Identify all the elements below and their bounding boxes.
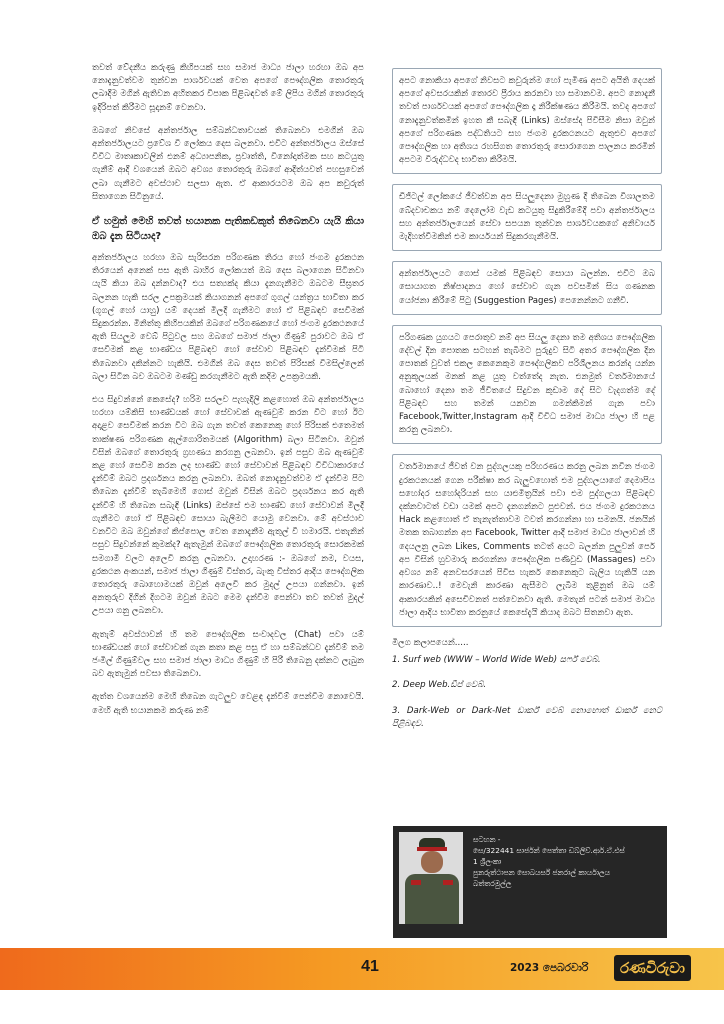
- right-column: [392, 68, 662, 743]
- left-column: [92, 62, 364, 728]
- page-footer: [0, 948, 724, 990]
- boxed-paragraph: පරිගණක යුගයට පෙරාතුව නම් අප සියලු දෙනා තම අතිශය පෞද්ගලික දේවල් දින පොතක සටහන් තැබීමට පුරුදුව සිටි අතර පෞද්ගලික දින පොතක් වුවත් එකල කෙනෙකුම පෞද්ගලිකව පරිශීලනය කරන්ද යන්න අනුකූලයක් මනක් කළ යුතු වත්තේද නැත. එනමුත් වර්තමානයේ බොහෝ දෙනා තම ජීවිතයේ සිදුවන කුඩාම දේ සිට වැදගත්ම දේ පිළිබඳව සහ තමන් යනවන ගමන්කිමන් ගැන පවා Facebook,Twitter,Instagram ආදී විවිධ සමාජ මාධ්‍ය ජාලා හි පළ කරනු ලබනවා.: [392, 325, 662, 445]
- boxed-paragraph: ඩිජිටල් ලෝකයේ ජීවත්වන අප සියලුදෙනා මුහුණ දී තිබෙන විශාලතම බේදවාචකය නම් දෙලෝම වැඩ කටයුතු සිදුකිරීමේදී පවා අන්තර්ජාලය සහ අන්තර්ජාලයෙන් සේවා සපයන තුන්වන පාර්ශවයකගේ අනිවාර්ය මැදිහත්වීමකින් එම කාර්යයන් සිදුකරගැනීමයි.: [392, 184, 662, 251]
- issue-date: 2023 පෙබරවාරි: [510, 962, 589, 974]
- paragraph: ඇතැම් අවස්ථාවන් හි තම පෞද්ගලික සංවාදවල (Chat) පවා යම් භාණ්ඩයක් හෝ සේවාවක් ගැන කතා කළ පසු ඒ හා සම්බන්ධව දැන්වීම් තම ජංමිල් ගිණුම්වල සහ සමාජ ජාලා මාධ්‍ය ගිණුම් හි පිරී තිබෙනු දක්නට ලැබුන බව ඇතැමුන් පවසා තිබෙනවා.: [92, 629, 364, 680]
- page-number: 41: [361, 958, 379, 975]
- boxed-paragraph: වර්තමානයේ ජීවත් වන පුද්ගලයකු පරිහරණය කරනු ලබන නවීන ජංගම දුරකථනයක් ගෙන පරීක්ෂා කර බැලුවහොත් එම පුද්ගලයාගේ දෙමාපිය සහෝදර සහෝදරියන් සහ යාළුමිත්‍රයින් පවා එම පුද්ගලයා පිළිබඳව දක්නවාටත් වඩා යමක් අපට දැනගන්නට පුළුවන්. එය ජංගම දුරකථනය Hack කළහොත් ඒ තැනැත්තාවම ටවත් කරගන්නා හා සමනයි. ජනයින් මතක තබාගන්න අප Facebook, Twitter ආදී සමාජ මාධ්‍ය ජාලාවන් හි දෙයලනු ලබන Likes, Comments තටත් අයට බලන්න පුලුවන් පෙර් අප විසින් හුවමාරු කරගන්නා පෞද්ගලික පණිවුඩ (Massages) පවා අවශ්‍ය නම් අනවසරයෙන් පිවිස හැකර් කෙනෙකුට බැලිය හැකියි යන කාරණාව..! මෙවැනි කාරණා ඇසීමට ලැබීම තුළිනුත් ඔබ යම් ආකාරයකින් අසෙචිවනත් පත්වෙනවා ඇති. මෙතැන් පටන් සමාජ මාධ්‍ය ජාලා ආදිය භාවිතා කරනුයේ කෙසේදැයි කියාද ඔබට සිතනවා ඇත.: [392, 454, 662, 626]
- author-photo: [399, 832, 463, 924]
- author-unit: 1 ශ්‍රීලංකා: [473, 857, 502, 866]
- paragraph: අන්තර්ජාලය හරහා ඔබ සැරිසරන පරිගණක තිරය හෝ ජංගම දුරකථන තිරයෙන් අනෙක් පස ඇති බාහිර ලෝකයත් ඔබ දෙස බලාගෙන සිටිනවා යැයි කියා ඔබ දන්නවාද? එය සත්‍යක්ද කියා දැනගැනීමට ඔබටම සීඝ්‍රතර බලනන හැකි සරල උපක්‍රමයක් කියාගනන් අපගේ ගුගල් යන්ත්‍රය භාවිතා කර (ගූගල් හෝ යාහු) යම් දෙයක් මිලදී ගැනීමට හෝ ඒ පිළිබඳව සෙවීමක් සිදුකරන්න. මිනිත්තු කිහිපයකින් ඔබගේ පරිගණකයේ හෝ ජංගම දුරකථනයේ ඇති සියලුම වෙබ් පිටුවල සහ ඔබගේ සමාජ ජාලා ගිණුම් පුරාවට ඔබ ඒ සෙවීමක් කළ භාණ්ඩය පිළිබඳව හෝ සේවාව පිළිබඳව දැන්වීමක් පිටි තිබෙනවා දකින්නට හැකියි. එමගින් ඔබ දෙස තවත් පිරිසක් වීමසිල්ලෙන් බලා සිටින බව ඔබටම මණ්ඩු කරගැනීමට ඇති කදිම උපක්‍රමයකි.: [92, 253, 364, 382]
- author-details: [473, 834, 663, 889]
- references-list: [392, 654, 662, 731]
- boxed-paragraph: අපට නොකියා අපගේ නිවසට කවුරුන්ම හෝ පැමිණ අපට අයිති දෙයක් අපගේ අවසරයකින් තොරව ප්‍රීරාය කරනවා හා සමානවම. අපට නොදැනී තවත් පාර්ශවයක් අපගේ පෞද්ගලික දෑ නිරීක්ෂණය කිරීමයි. තවද අපගේ නොදැනුවත්කමින් ඉහත කී සබැඳි (Links) ඔස්සේද පිවිසීම නිසා ඔවුන් අපගේ පරිගණක පද්ධතියට සහ ජංගම දුරකථනයට ඇතුළුව අපගේ පෞද්ගලික හා අතිශය රහසිගත තොරතුරු සොරාගෙන පාලනය කරමින් අපටම විරුද්ධවද භාවිතා කිරීමයි.: [392, 68, 662, 174]
- reference-item: 1. Surf web (WWW – World Wide Web) සර්ෆ් වෙබ්.: [392, 655, 601, 666]
- paragraph: එය සිදුවන්නේ කෙසේද? හරිම සරලව පැහැදිලි කළහොත් ඔබ අන්තර්ජාලය හරහා යම්කිසි භාණ්ඩයක් හෝ සේවාවක් ඇණවුම් කරන විට හෝ ඊට අදාළව සෙවීමක් කරන විට ඔබ ගැන තවත් කෙනෙකු හෝ පිරිසක් එතෙමත් තාක්ෂණ පරිගණක ඇල්ගොරිතමයක් (Algorithm) බලා සිටිනවා. ඔවුන් විසින් ඔබගේ තොරතුරු ග්‍රහණය කරගනු ලබනවා. ඉන් පසුව ඔබ ඇණවුම් කළ හෝ සෙවීම කරන ලද භාණ්ඩ හෝ සේවාවන් පිළිබඳව විවිධාකාරයේ දැන්වීම් ඔබට ප්‍රදර්ශනය කරනු ලබනවා. ඔබත් නොදැනුවත්වම ඒ දැන්වීම පිට තිබෙන දැන්වීම් තැබීමෙහි ගොස් ඔවුන් විසින් ඔබට ප්‍රදර්ශනය කර ඇති දැන්වීම් හි තිබෙන සබැඳි (Links) ඔස්සේ එම භාණ්ඩ හෝ සේවාවන් මිලදී ගැනීමට හෝ ඒ පිළිබඳව සොයා බැලීමට යොමු වෙනවා. මේ අවස්ථාව වනවිට ඔබ ඔවුන්ගේ කිප්පොල වෙත නොදැනීම ඇතුල් වී හමාරයි. එතැනින් පසුව සිදුවන්නේ කුමක්ද? ඇතැමුන් ඔබගේ පෞද්ගලික තොරතුරු සොරකමක් සමගාමී වලට අලෙවි කරනු ලබනවා. උදාහරණ :- ඔබගේ නම, වයස, දුරකථන අංකයන්, සමාජ ජාලා ගිණුම් විස්තර, බැංකු විස්තර ආදිය පෞද්ගලික තොරතුරු බොහොමයක් ඔවුන් අලෙවි කර මුදල් උපයා ගන්නවා. ඉන් අනතුරුව දිගින් දිගටම ඔවුන් ඔබට මෙම දැන්වීම පෙන්වා තව තවත් මුදල් උපයා ගනු ලබනවා.: [92, 395, 364, 617]
- author-label: සටහන -: [473, 835, 501, 844]
- author-box: [393, 826, 667, 938]
- paragraph: තවත් වේදනීය කරුණු කිහිපයක් සහ සමාජ මාධ්‍ය ජාලා හරහා ඔබ අප නොදැනුවත්වම තුන්වන පාර්ශවයක් වෙත අපගේ පෞද්ගලික තොරතුරු ලබාදීම මගින් ඇතිවන අහිතකර විපාක පිළිබඳවත් මේ ලිපිය මගින් තොරතුරු ඉදිරිපත් කිරීමට සූදානම් වෙනවා.: [92, 63, 364, 113]
- author-office: පුනරුත්ථාපන සොබයර්ස් ජනරාල් කාර්යාලය: [473, 868, 610, 877]
- author-location: බත්තරමුල්ල: [473, 879, 512, 888]
- references-label: මිලග කලාපයෙන්.....: [392, 637, 469, 648]
- paragraph: ඔබගේ නිවසේ අන්තර්ජාල සම්බන්ධතාවයක් තිබෙනවා එමගින් ඔබ අන්තර්ජාලයට ප්‍රවේශ වී ලෝකය දෙස බලනවා. එවිට අන්තර්ජාලය ඔස්සේ විවිධ මාතෘකාවලින් එනම් අධ්‍යාපනික, ප්‍රවෘත්ති, විනෝදාත්මක සහ කටයුතු ගැනීම් ආදී වශයෙන් ඔබට අවශ්‍ය තොරතුරු ඔබගේ ආදිත්යවත් පහසුවෙන් ලබා ගැනීමට අවස්ථාව සලසා ඇත. ඒ ආකාරයටම ඔබ අප කවුරුත් සිතාගෙන සිටිනුයේ.: [92, 125, 364, 202]
- paragraph: ඇත්ත වශයෙන්ම මෙහි තිබෙන ගැටලුව වෙළඳ දැන්වීම් පෙන්වීම නොවෙයි. මෙහි ඇති භයානකම කරුණ නම්: [92, 692, 364, 716]
- reference-item: 3. Dark-Web or Dark-Net ඩාර්ක් වෙබ් නොහොත් ඩාර්ක් නෙට් පිළිබඳව.: [392, 705, 662, 729]
- author-name: සෙ/322441 සාර්ජන් පෙත්තා ඩබ්ලිව්.ආර්.ඒ.එස්: [473, 846, 625, 855]
- boxed-paragraph: අන්තර්ජාලයට ගොස් යමක් පිළිබඳව සොයා බලන්න. එවිට ඔබ සොයාගත නිෂ්පාදනය හෝ සේවාව ගැන පවසමින් සිය ගණනක යෝජනා කිරීමේ පිටු (Suggestion Pages) පෙනෙන්නට ගනීවි.: [392, 261, 662, 315]
- section-heading: ඒ හමුත් මෙහි තවත් භයානක පැතිකඩකුත් තිබෙනවා යැයි කියා ඔබ දැන සිටියාද?: [92, 216, 364, 243]
- reference-item: 2. Deep Web.ඩීප් වෙබ්.: [392, 680, 487, 691]
- magazine-logo: රණවිරුවා: [614, 955, 691, 981]
